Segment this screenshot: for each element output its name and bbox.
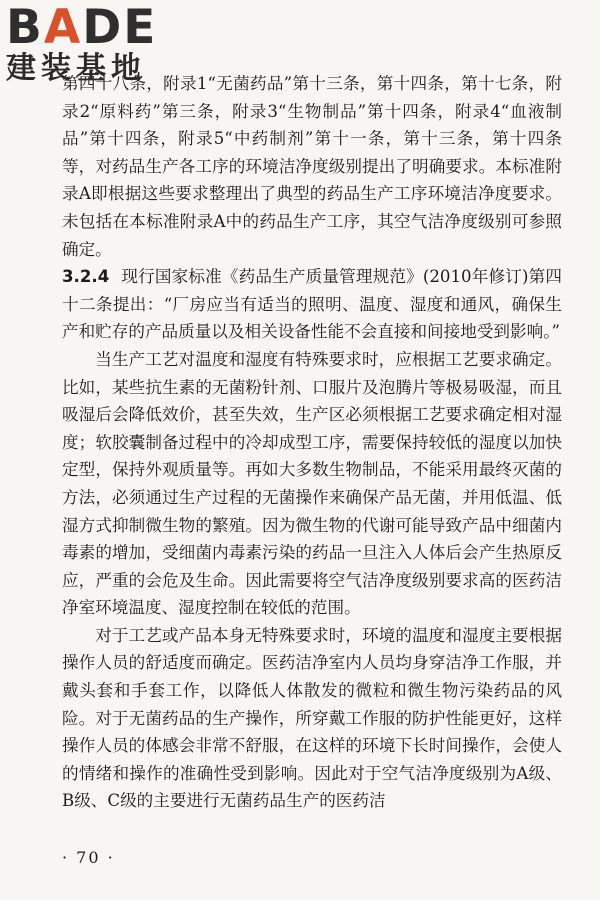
paragraph-temperature-humidity: 当生产工艺对温度和湿度有特殊要求时，应根据工艺要求确定。比如，某些抗生素的无菌粉针剂、口服片及泡腾片等极易吸湿，而且吸湿后会降低效价，甚至失效，生产区必须根据工艺要求确定相对湿度；软胶囊制备过程中的冷却成型工序，需要保持较低的湿度以加快定型，保持外观质量等。再如大多数生物制品，不能采用最终灭菌的方法，必须通过生产过程的无菌操作来确保产品无菌，并用低温、低湿方式抑制微生物的繁殖。因为微生物的代谢可能导致产品中细菌内毒素的增加，受细菌内毒素污染的药品一旦注入人体后会产生热原反应，严重的会危及生命。因此需要将空气洁净度级别要求高的医药洁净室环境温度、湿度控制在较低的范围。 xyxy=(62,349,562,618)
page-body xyxy=(62,70,562,815)
section-text: 现行国家标准《药品生产质量管理规范》(2010年修订)第四十二条提出：“厂房应当有适当的照明、温度、湿度和通风，确保生产和贮存的产品质量以及相关设备性能不会直接和间接地受到影响。” xyxy=(62,267,562,342)
section-number: 3.2.4 xyxy=(62,267,110,287)
logo-wordmark: BADE xyxy=(6,0,158,55)
paragraph-comfort: 对于工艺或产品本身无特殊要求时，环境的温度和湿度主要根据操作人员的舒适度而确定。医药洁净室内人员均身穿洁净工作服，并戴头套和手套工作，以降低人体散发的微粒和微生物污染药品的风险。对于无菌药品的生产操作，所穿戴工作服的防护性能更好，这样操作人员的体感会非常不舒服，在这样的环境下长时间操作，会使人的情绪和操作的准确性受到影响。因此对于空气洁净度级别为A级、B级、C级的主要进行无菌药品生产的医药洁 xyxy=(62,625,562,811)
page-number: · 70 · xyxy=(62,848,115,867)
brand-logo xyxy=(6,0,158,86)
section-3-2-4 xyxy=(62,263,562,346)
logo-subtitle: 建装基地 xyxy=(6,51,146,86)
paragraph-continuation: 第四十八条，附录1“无菌药品”第十三条，第十四条，第十七条，附录2“原料药”第三条，附录3“生物制品”第十四条，附录4“血液制品”第十四条，附录5“中药制剂”第十一条，第十三条，第十四条等，对药品生产各工序的环境洁净度级别提出了明确要求。本标准附录A即根据这些要求整理出了典型的药品生产工序环境洁净度要求。未包括在本标准附录A中的药品生产工序，其空气洁净度级别可参照确定。 xyxy=(62,74,562,259)
